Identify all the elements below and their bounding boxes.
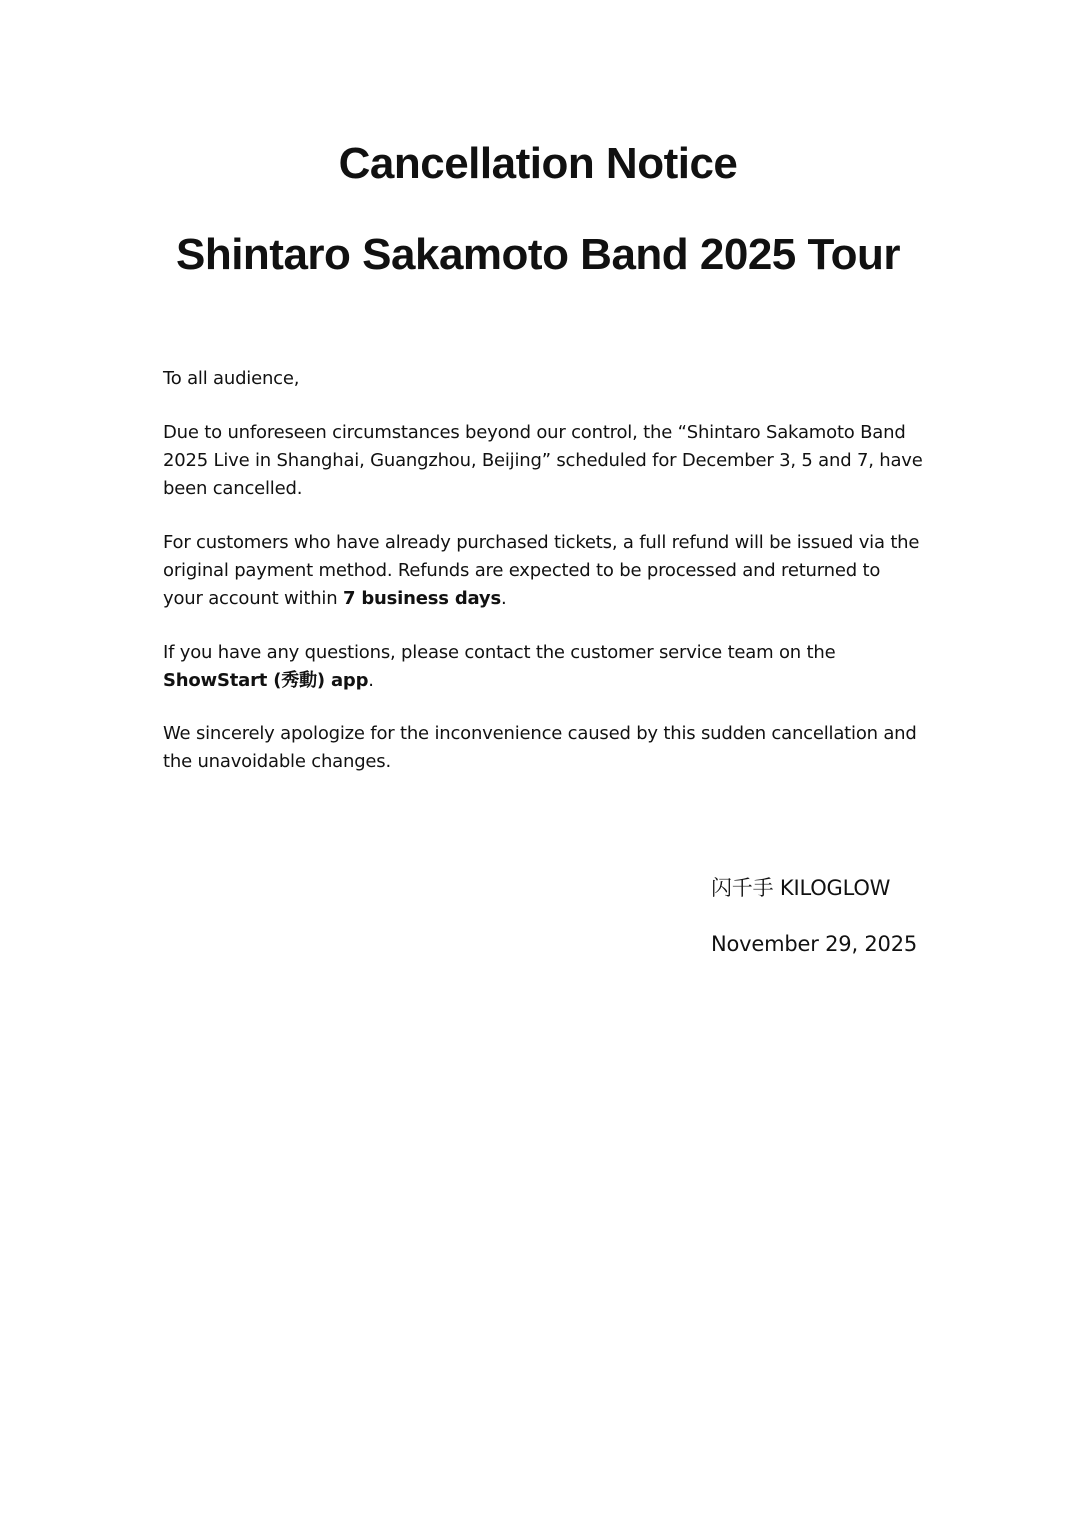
notice-title: Cancellation Notice <box>338 139 738 188</box>
refund-period-end: . <box>500 588 507 609</box>
app-name: ShowStart (秀動) app <box>163 670 369 691</box>
contact-paragraph <box>163 639 923 695</box>
notice-subtitle: Shintaro Sakamoto Band 2025 Tour <box>175 230 900 279</box>
refund-paragraph <box>163 529 923 613</box>
contact-text: If you have any questions, please contact the customer service team on the <box>163 642 836 663</box>
refund-period: 7 business days <box>342 588 501 609</box>
apology-paragraph: We sincerely apologize for the inconvenience caused by this sudden cancellation and the unavoidable changes. <box>163 723 917 772</box>
greeting: To all audience, <box>163 368 300 389</box>
cancellation-paragraph: Due to unforeseen circumstances beyond our control, the “Shintaro Sakamoto Band 2025 Live in Shanghai, Guangzhou, Beijing” scheduled for December 3, 5 and 7, have been cancelled. <box>163 422 923 499</box>
signature-organization: 闪千手 KILOGLOW <box>711 876 891 900</box>
contact-text-end: . <box>368 670 374 691</box>
refund-text: For customers who have already purchased tickets, a full refund will be issued via the original payment method. Refunds are expected to be processed and returned to your account within <box>163 532 920 609</box>
signature-date: November 29, 2025 <box>711 932 918 956</box>
